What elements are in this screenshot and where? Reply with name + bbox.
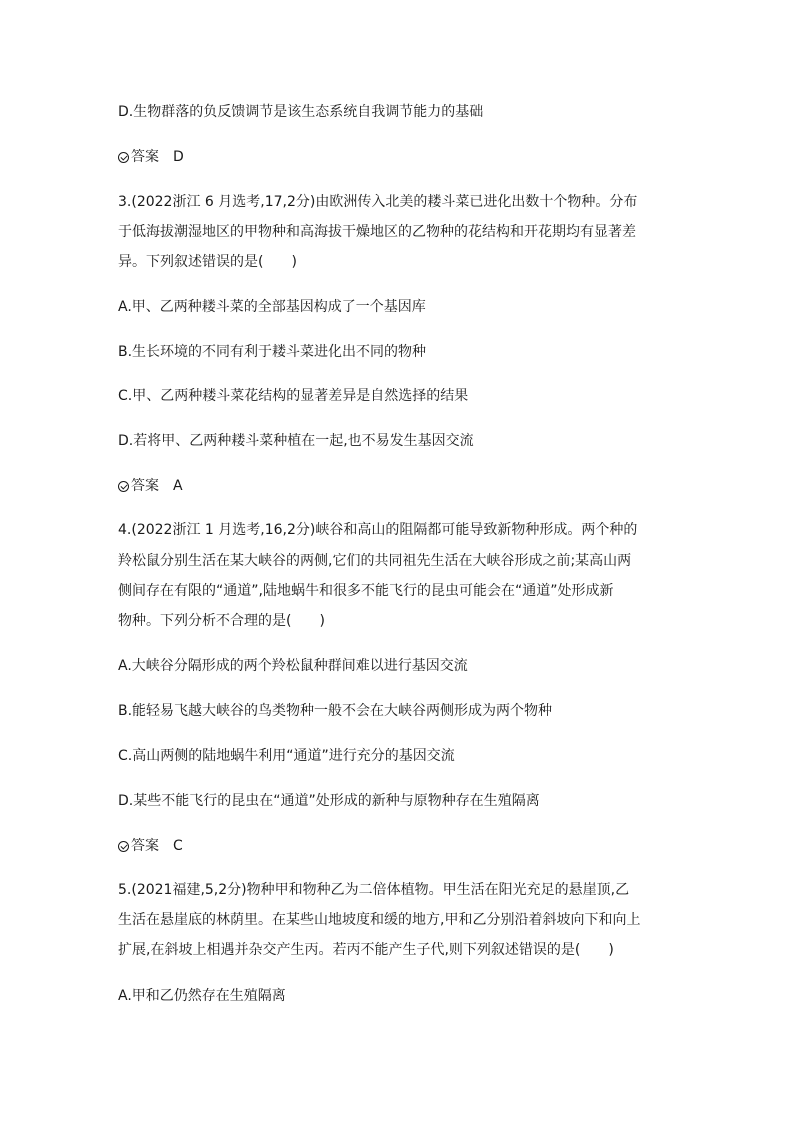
q4-answer-row (118, 836, 183, 856)
q4-option-c: C.高山两侧的陆地蜗牛利用“通道”进行充分的基因交流 (118, 748, 455, 764)
check-circle-icon (118, 481, 129, 492)
q2-option-d: D.生物群落的负反馈调节是该生态系统自我调节能力的基础 (118, 104, 484, 120)
q5-stem-line-3: 扩展,在斜坡上相遇并杂交产生丙。若丙不能产生子代,则下列叙述错误的是( ) (118, 942, 614, 958)
q3-stem-line-1: 3.(2022浙江 6 月选考,17,2分)由欧洲传入北美的耧斗菜已进化出数十个物种。分布 (118, 194, 638, 210)
q3-answer-row (118, 476, 183, 496)
q3-stem-line-2: 于低海拔潮湿地区的甲物种和高海拔干燥地区的乙物种的花结构和开花期均有显著差 (118, 224, 636, 240)
answer-value: C (173, 838, 183, 854)
q4-stem-line-2: 羚松鼠分别生活在某大峡谷的两侧,它们的共同祖先生活在大峡谷形成之前;某高山两 (118, 553, 632, 569)
q4-option-d: D.某些不能飞行的昆虫在“通道”处形成的新种与原物种存在生殖隔离 (118, 793, 540, 809)
answer-label: 答案 (131, 838, 159, 854)
q5-option-a: A.甲和乙仍然存在生殖隔离 (118, 988, 286, 1004)
q4-stem-line-3: 侧间存在有限的“通道”,陆地蜗牛和很多不能飞行的昆虫可能会在“通道”处形成新 (118, 583, 614, 599)
q2-answer-row (118, 147, 184, 167)
q5-stem-line-1: 5.(2021福建,5,2分)物种甲和物种乙为二倍体植物。甲生活在阳光充足的悬崖顶,乙 (118, 882, 630, 898)
q4-option-b: B.能轻易飞越大峡谷的鸟类物种一般不会在大峡谷两侧形成为两个物种 (118, 703, 553, 719)
q3-option-a: A.甲、乙两种耧斗菜的全部基因构成了一个基因库 (118, 299, 426, 315)
q4-stem-line-1: 4.(2022浙江 1 月选考,16,2分)峡谷和高山的阻隔都可能导致新物种形成。两个种的 (118, 522, 638, 538)
check-circle-icon (118, 152, 129, 163)
q3-option-d: D.若将甲、乙两种耧斗菜种植在一起,也不易发生基因交流 (118, 433, 474, 449)
q3-option-c: C.甲、乙两种耧斗菜花结构的显著差异是自然选择的结果 (118, 388, 469, 404)
q3-option-b: B.生长环境的不同有利于耧斗菜进化出不同的物种 (118, 344, 427, 360)
q5-stem-line-2: 生活在悬崖底的林荫里。在某些山地坡度和缓的地方,甲和乙分别沿着斜坡向下和向上 (118, 912, 641, 928)
q4-option-a: A.大峡谷分隔形成的两个羚松鼠种群间难以进行基因交流 (118, 658, 468, 674)
q4-stem-line-4: 物种。下列分析不合理的是( ) (118, 613, 325, 629)
answer-label: 答案 (131, 478, 159, 494)
q3-stem-line-3: 异。下列叙述错误的是( ) (118, 254, 297, 270)
answer-label: 答案 (131, 149, 159, 165)
check-circle-icon (118, 841, 129, 852)
answer-value: D (173, 149, 184, 165)
answer-value: A (173, 478, 183, 494)
